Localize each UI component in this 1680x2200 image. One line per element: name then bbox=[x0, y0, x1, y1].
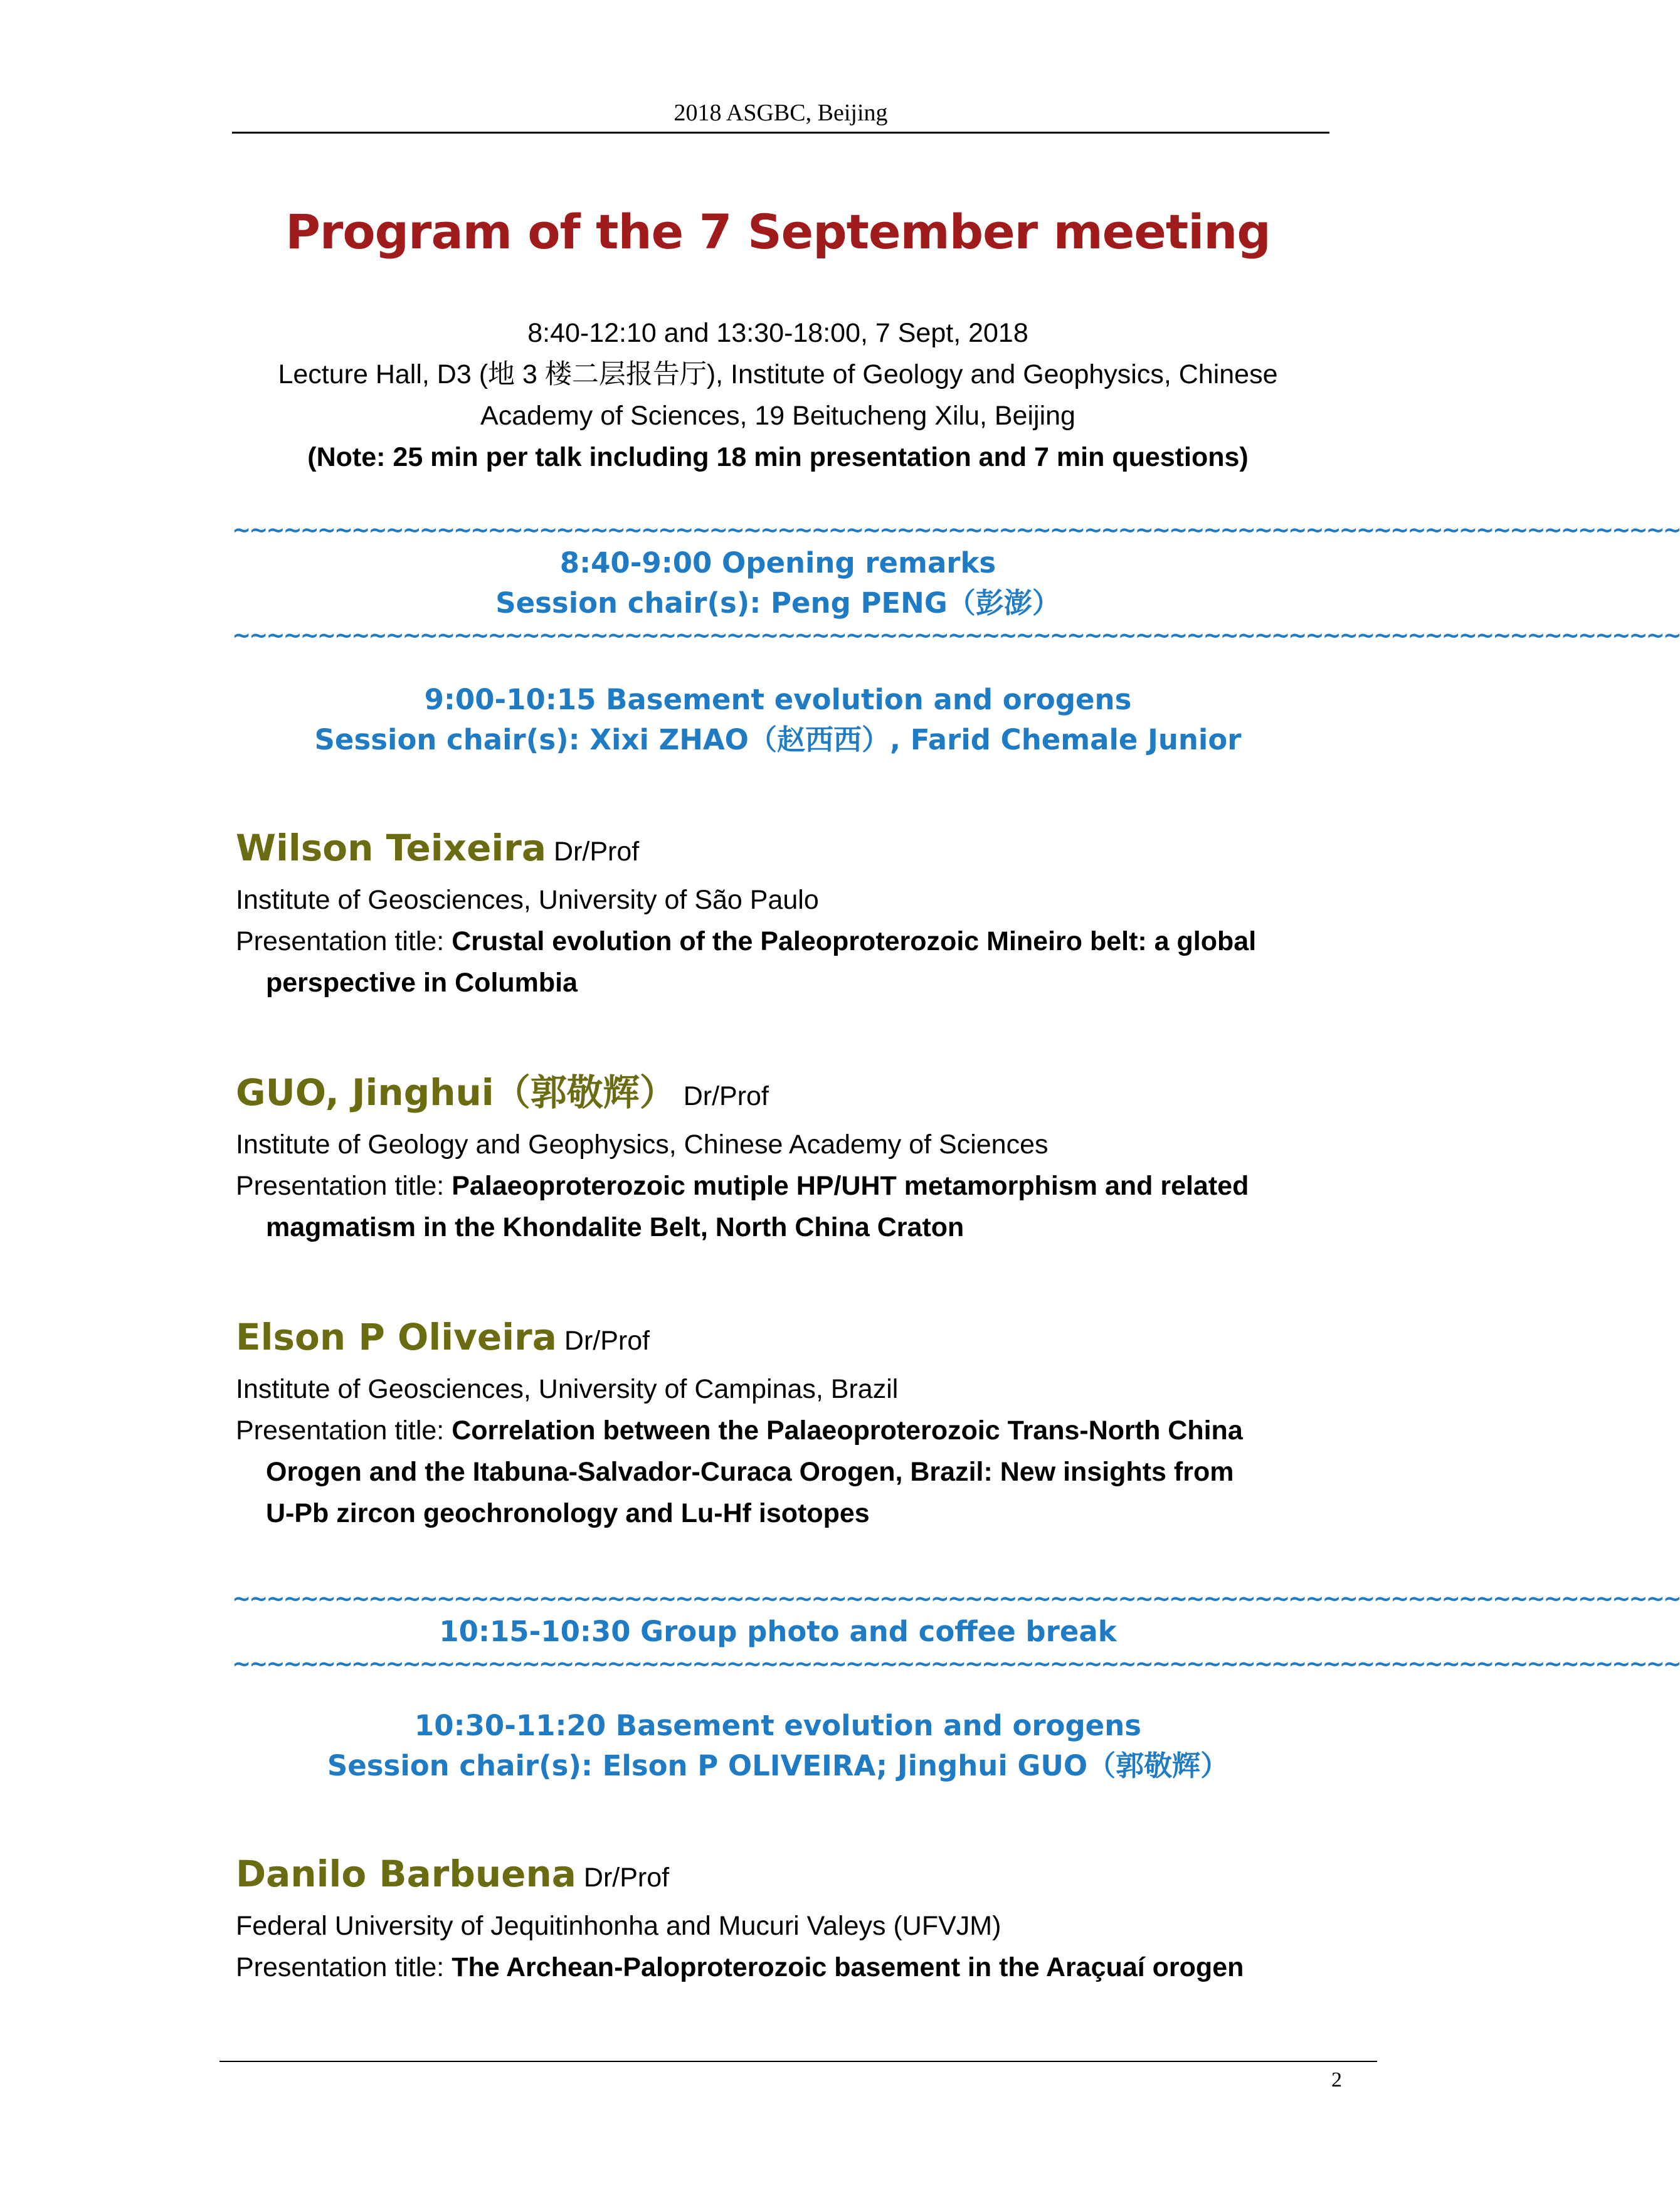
speaker-name: Danilo Barbuena bbox=[236, 1853, 576, 1895]
speaker-entry bbox=[236, 1061, 1327, 1248]
speaker-role: Dr/Prof bbox=[564, 1326, 650, 1356]
speaker-entry bbox=[236, 1843, 1327, 1988]
session-title: 10:15-10:30 Group photo and coffee break bbox=[439, 1615, 1117, 1648]
presentation-title-line: Crustal evolution of the Paleoproterozoic Mineiro belt: a global bbox=[452, 926, 1257, 956]
presentation-label: Presentation title: bbox=[236, 926, 445, 956]
speaker-role: Dr/Prof bbox=[554, 837, 640, 867]
session-chairs: Session chair(s): Peng PENG（彭澎） bbox=[495, 586, 1060, 620]
meeting-venue-line-1: Lecture Hall, D3 (地 3 楼二层报告厅), Institute of Geology and Geophysics, Chinese bbox=[278, 359, 1278, 389]
meeting-info bbox=[188, 312, 1368, 478]
speaker-role: Dr/Prof bbox=[583, 1863, 670, 1893]
session-chairs: Session chair(s): Xixi ZHAO（赵西西）, Farid Chemale Junior bbox=[314, 723, 1242, 756]
session-title: 9:00-10:15 Basement evolution and orogens bbox=[424, 683, 1132, 716]
presentation-title-line: magmatism in the Khondalite Belt, North China Craton bbox=[266, 1212, 964, 1242]
section-divider: ~~~~~~~~~~~~~~~~~~~~~~~~~~~~~~~~~~~~~~~~~~~~~~~~~~~~~~~~~~~~~~~~~~~~~~~~~~~~~~~~~~~~~ bbox=[232, 1651, 1680, 1677]
speaker-affiliation: Institute of Geosciences, University of São Paulo bbox=[236, 885, 819, 915]
presentation-title-line: The Archean-Paloproterozoic basement in the Araçuaí orogen bbox=[452, 1952, 1244, 1982]
speaker-name: GUO, Jinghui（郭敬辉） bbox=[236, 1071, 676, 1114]
session-basement-2 bbox=[232, 1706, 1324, 1786]
session-chairs: Session chair(s): Elson P OLIVEIRA; Jinghui GUO（郭敬辉） bbox=[327, 1749, 1229, 1782]
presentation-label: Presentation title: bbox=[236, 1171, 445, 1201]
presentation-title-continuation bbox=[236, 962, 1327, 1003]
session-opening bbox=[232, 517, 1680, 648]
presentation-title-continuation bbox=[236, 1451, 1327, 1493]
meeting-time: 8:40-12:10 and 13:30-18:00, 7 Sept, 2018 bbox=[527, 318, 1028, 348]
presentation-title bbox=[236, 1165, 1327, 1207]
speaker-name: Elson P Oliveira bbox=[236, 1316, 557, 1358]
footer-rule bbox=[219, 2061, 1377, 2062]
session-basement-1 bbox=[232, 680, 1324, 760]
session-title: 10:30-11:20 Basement evolution and orogens bbox=[414, 1709, 1142, 1742]
speaker-affiliation: Federal University of Jequitinhonha and Mucuri Valeys (UFVJM) bbox=[236, 1911, 1001, 1941]
speaker-affiliation: Institute of Geology and Geophysics, Chinese Academy of Sciences bbox=[236, 1129, 1049, 1160]
presentation-title bbox=[236, 1410, 1327, 1451]
meeting-venue-line-2: Academy of Sciences, 19 Beitucheng Xilu, Beijing bbox=[480, 401, 1075, 431]
session-title: 8:40-9:00 Opening remarks bbox=[559, 546, 996, 579]
presentation-title bbox=[236, 1947, 1327, 1988]
presentation-title bbox=[236, 921, 1327, 962]
presentation-title-line: U-Pb zircon geochronology and Lu-Hf isotopes bbox=[266, 1498, 870, 1528]
page-header: 2018 ASGBC, Beijing bbox=[232, 94, 1329, 134]
section-divider: ~~~~~~~~~~~~~~~~~~~~~~~~~~~~~~~~~~~~~~~~~~~~~~~~~~~~~~~~~~~~~~~~~~~~~~~~~~~~~~~~~~~~~ bbox=[232, 1586, 1680, 1612]
presentation-title-line: Palaeoproterozoic mutiple HP/UHT metamorphism and related bbox=[452, 1171, 1249, 1201]
presentation-label: Presentation title: bbox=[236, 1952, 445, 1982]
presentation-title-continuation bbox=[236, 1207, 1327, 1248]
presentation-title-line: perspective in Columbia bbox=[266, 968, 578, 998]
speaker-name: Wilson Teixeira bbox=[236, 827, 547, 869]
speaker-affiliation: Institute of Geosciences, University of Campinas, Brazil bbox=[236, 1374, 899, 1404]
presentation-title-continuation bbox=[236, 1493, 1327, 1534]
meeting-note: (Note: 25 min per talk including 18 min presentation and 7 min questions) bbox=[307, 442, 1249, 472]
speaker-entry bbox=[236, 1306, 1327, 1534]
page-number: 2 bbox=[1331, 2068, 1342, 2092]
session-coffee-break bbox=[232, 1586, 1680, 1677]
speaker-role: Dr/Prof bbox=[683, 1081, 769, 1111]
presentation-title-line: Correlation between the Palaeoproterozoic Trans-North China bbox=[452, 1415, 1243, 1446]
presentation-label: Presentation title: bbox=[236, 1415, 445, 1446]
presentation-title-line: Orogen and the Itabuna-Salvador-Curaca Orogen, Brazil: New insights from bbox=[266, 1457, 1234, 1487]
page-title: Program of the 7 September meeting bbox=[285, 204, 1271, 260]
section-divider: ~~~~~~~~~~~~~~~~~~~~~~~~~~~~~~~~~~~~~~~~~~~~~~~~~~~~~~~~~~~~~~~~~~~~~~~~~~~~~~~~~~~~~ bbox=[232, 623, 1680, 648]
speaker-entry bbox=[236, 817, 1327, 1003]
section-divider: ~~~~~~~~~~~~~~~~~~~~~~~~~~~~~~~~~~~~~~~~~~~~~~~~~~~~~~~~~~~~~~~~~~~~~~~~~~~~~~~~~~~~~ bbox=[232, 517, 1680, 543]
